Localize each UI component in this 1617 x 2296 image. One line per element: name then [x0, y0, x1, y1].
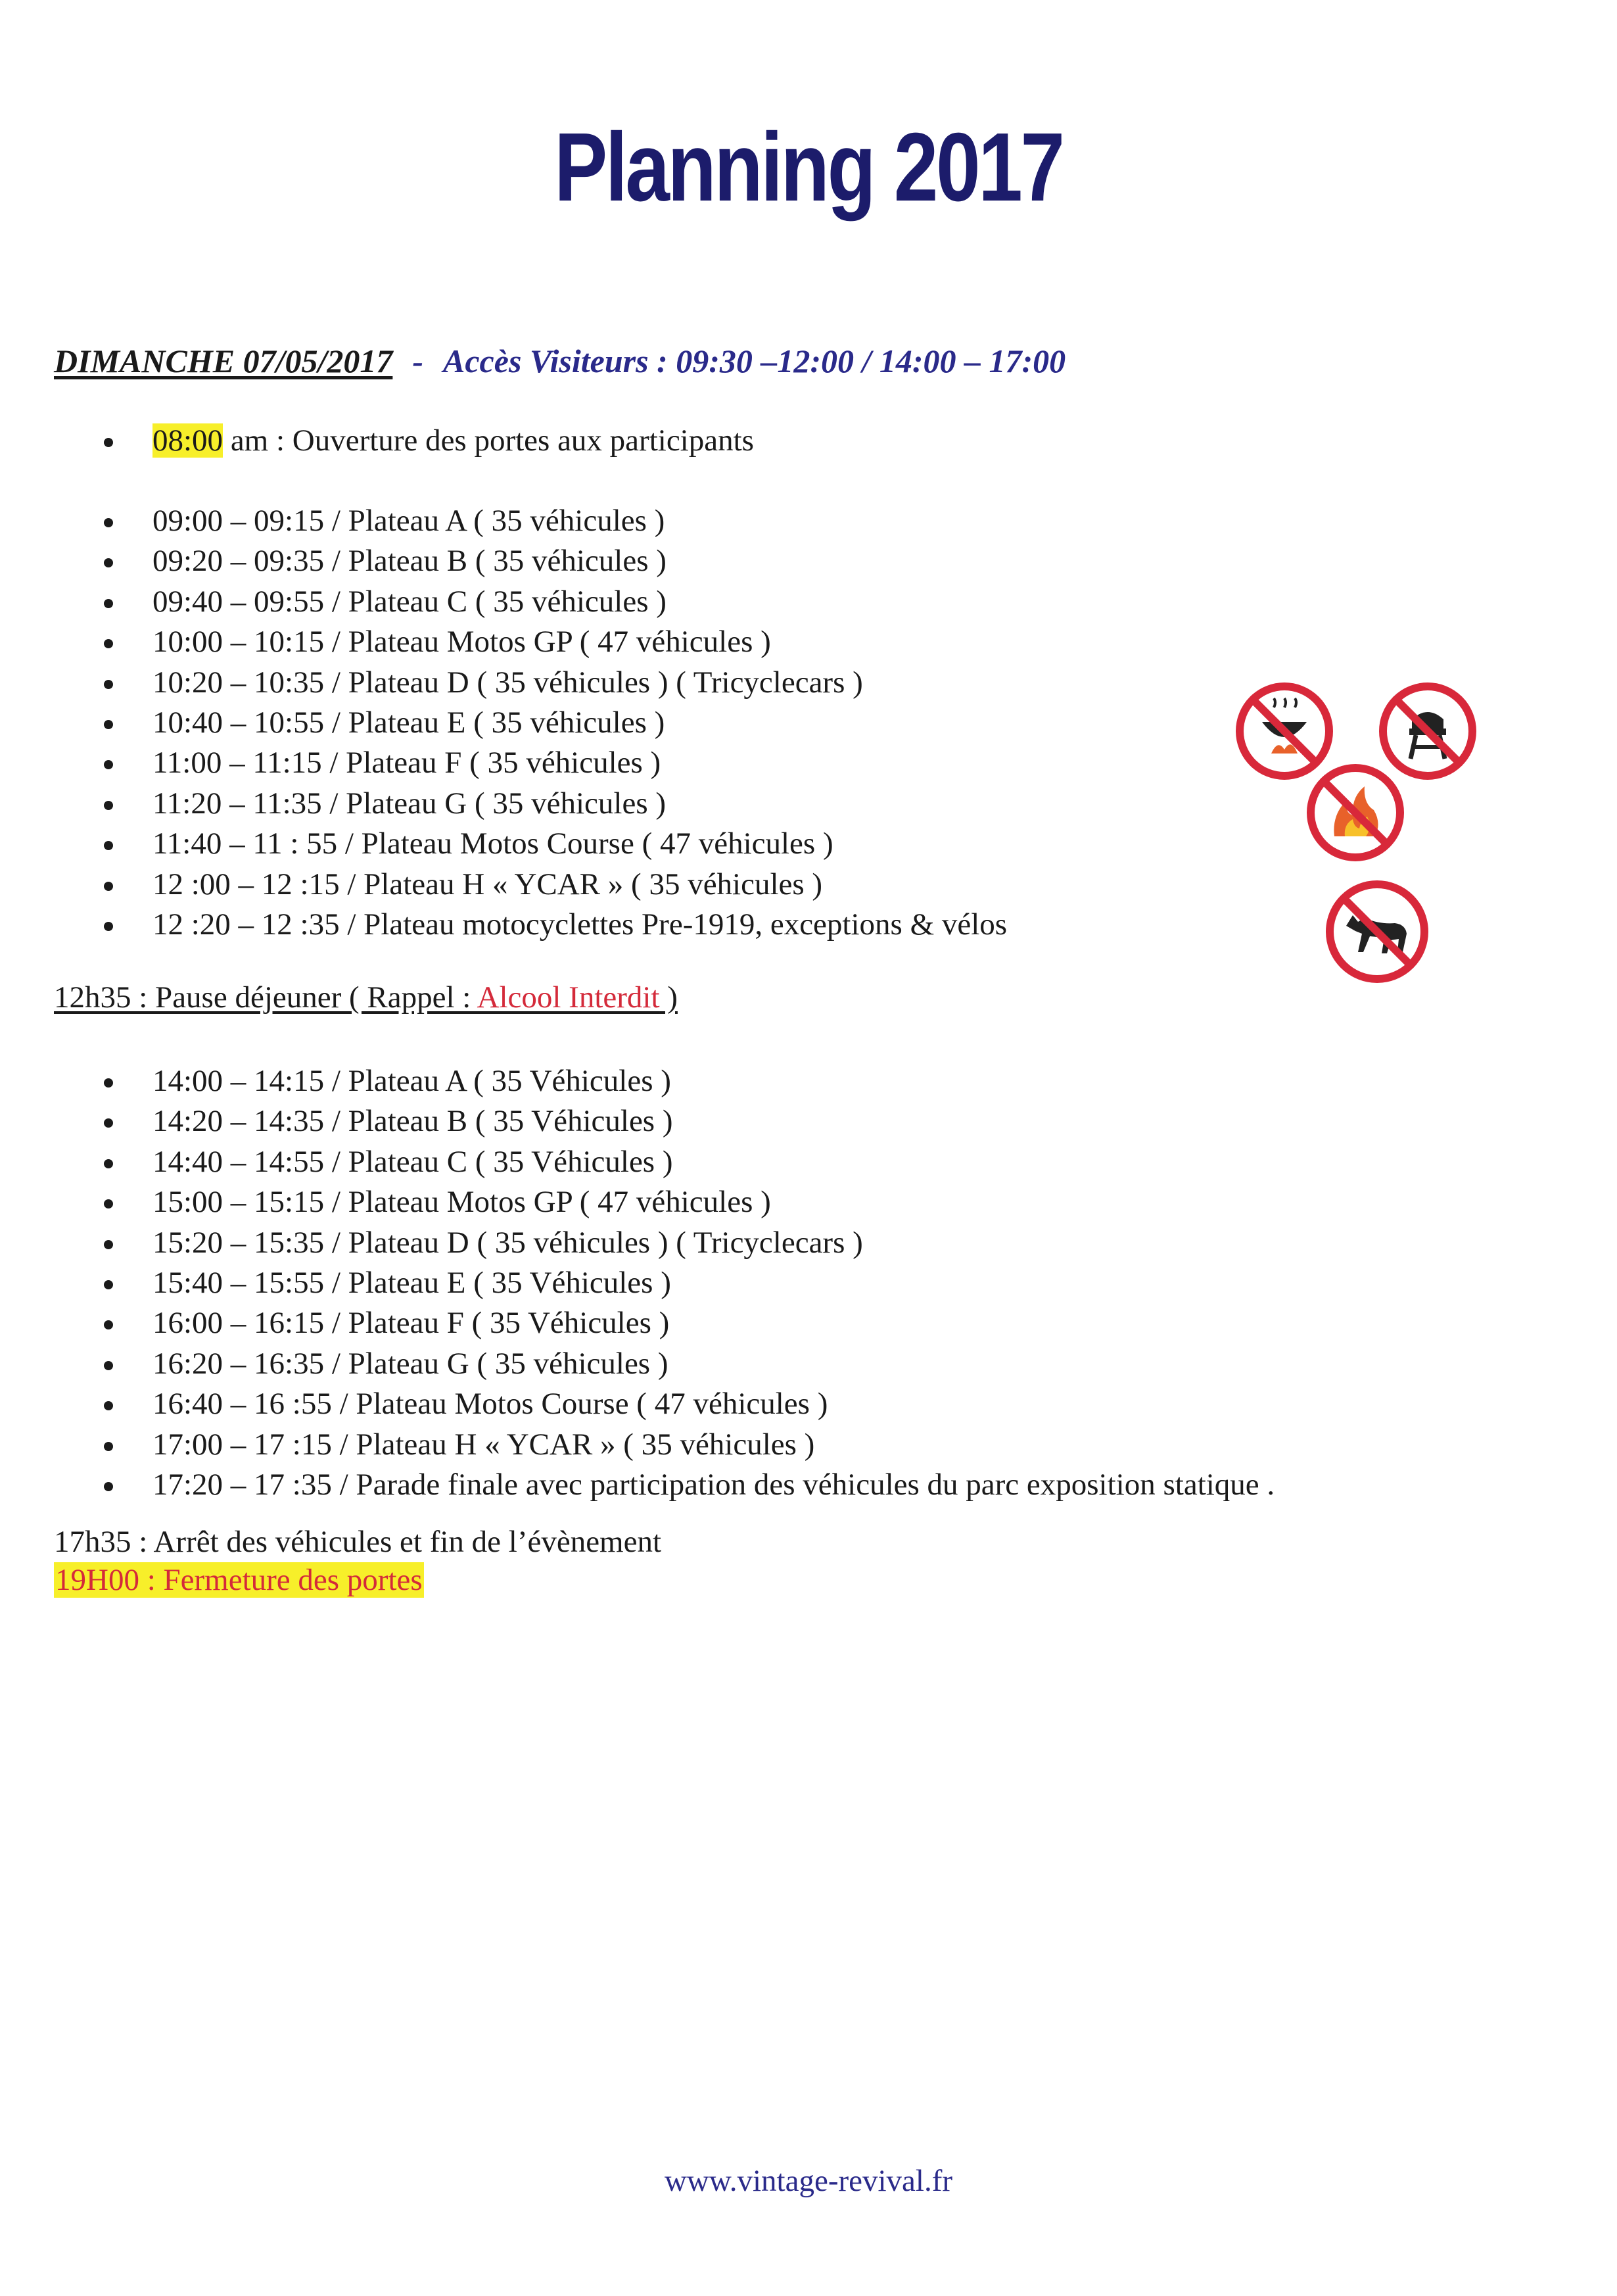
schedule-text: 12 :20 – 12 :35 / Plateau motocyclettes Pre-1919, exceptions & vélos — [152, 907, 1008, 942]
day-separator: - — [412, 343, 424, 379]
bullet-icon — [104, 438, 113, 447]
bullet-icon — [104, 599, 113, 608]
schedule-text: 11:40 – 11 : 55 / Plateau Motos Course ( 47 véhicules ) — [152, 826, 833, 861]
schedule-text: 12 :00 – 12 :15 / Plateau H « YCAR » ( 35 véhicules ) — [152, 867, 823, 901]
bullet-icon — [104, 1240, 113, 1249]
bullet-icon — [104, 1482, 113, 1491]
no-dogs-icon — [1324, 878, 1430, 985]
opening-time: 08:00 — [152, 423, 223, 458]
schedule-text: 10:40 – 10:55 / Plateau E ( 35 véhicules ) — [152, 706, 665, 740]
end-of-event-line: 17h35 : Arrêt des véhicules et fin de l’évènement — [54, 1525, 662, 1559]
schedule-text: 14:40 – 14:55 / Plateau C ( 35 Véhicules ) — [152, 1144, 673, 1179]
closing-line: 19H00 : Fermeture des portes — [55, 1563, 423, 1597]
day-header — [54, 342, 1066, 380]
visitor-access-hours: Accès Visiteurs : 09:30 –12:00 / 14:00 – 17:00 — [443, 343, 1066, 379]
day-date: DIMANCHE 07/05/2017 — [54, 343, 393, 379]
bullet-icon — [104, 1118, 113, 1128]
bullet-icon — [104, 1401, 113, 1410]
bullet-icon — [104, 518, 113, 527]
bullet-icon — [104, 639, 113, 648]
schedule-text: 14:20 – 14:35 / Plateau B ( 35 Véhicules ) — [152, 1104, 673, 1139]
lunch-break-line — [54, 980, 678, 1015]
schedule-text: 15:00 – 15:15 / Plateau Motos GP ( 47 véhicules ) — [152, 1185, 771, 1220]
bullet-icon — [104, 720, 113, 729]
bullet-icon — [104, 841, 113, 850]
bullet-icon — [104, 1361, 113, 1370]
schedule-text: 16:00 – 16:15 / Plateau F ( 35 Véhicules ) — [152, 1306, 670, 1341]
schedule-text: 16:40 – 16 :55 / Plateau Motos Course ( 47 véhicules ) — [152, 1387, 828, 1422]
bullet-icon — [104, 1320, 113, 1329]
footer-website: www.vintage-revival.fr — [664, 2164, 953, 2198]
bullet-icon — [104, 558, 113, 567]
bullet-icon — [104, 1199, 113, 1208]
page-title: Planning 2017 — [554, 113, 1063, 222]
no-fire-icon — [1305, 763, 1405, 863]
pause-suffix: ) — [659, 980, 678, 1015]
bullet-icon — [104, 922, 113, 931]
schedule-text: 14:00 – 14:15 / Plateau A ( 35 Véhicules ) — [152, 1064, 671, 1098]
bullet-icon — [104, 1159, 113, 1168]
alcohol-forbidden-text: Alcool Interdit — [477, 980, 660, 1015]
schedule-text: 15:20 – 15:35 / Plateau D ( 35 véhicules ) ( Tricyclecars ) — [152, 1225, 863, 1260]
schedule-text: 17:00 – 17 :15 / Plateau H « YCAR » ( 35 véhicules ) — [152, 1427, 815, 1462]
schedule-text: 09:00 – 09:15 / Plateau A ( 35 véhicules ) — [152, 504, 665, 538]
bullet-icon — [104, 1442, 113, 1451]
bullet-icon — [104, 760, 113, 769]
bullet-icon — [104, 1280, 113, 1289]
schedule-text: 16:20 – 16:35 / Plateau G ( 35 véhicules ) — [152, 1346, 668, 1381]
schedule-text: 10:20 – 10:35 / Plateau D ( 35 véhicules ) ( Tricyclecars ) — [152, 665, 863, 700]
schedule-text: 10:00 – 10:15 / Plateau Motos GP ( 47 véhicules ) — [152, 625, 771, 659]
bullet-icon — [104, 801, 113, 810]
bullet-icon — [104, 680, 113, 689]
schedule-text: 09:20 – 09:35 / Plateau B ( 35 véhicules ) — [152, 544, 667, 579]
schedule-text: 09:40 – 09:55 / Plateau C ( 35 véhicules ) — [152, 584, 667, 619]
pause-prefix: 12h35 : Pause déjeuner ( Rappel : — [54, 980, 477, 1015]
schedule-text: 15:40 – 15:55 / Plateau E ( 35 Véhicules ) — [152, 1266, 671, 1300]
bullet-icon — [104, 882, 113, 891]
bullet-icon — [104, 1078, 113, 1088]
schedule-text: 11:00 – 11:15 / Plateau F ( 35 véhicules ) — [152, 746, 661, 780]
schedule-text: 11:20 – 11:35 / Plateau G ( 35 véhicules ) — [152, 786, 667, 821]
schedule-text: 17:20 – 17 :35 / Parade finale avec participation des véhicules du parc exposition statique . — [152, 1468, 1275, 1502]
opening-text: am : Ouverture des portes aux participants — [223, 423, 754, 458]
